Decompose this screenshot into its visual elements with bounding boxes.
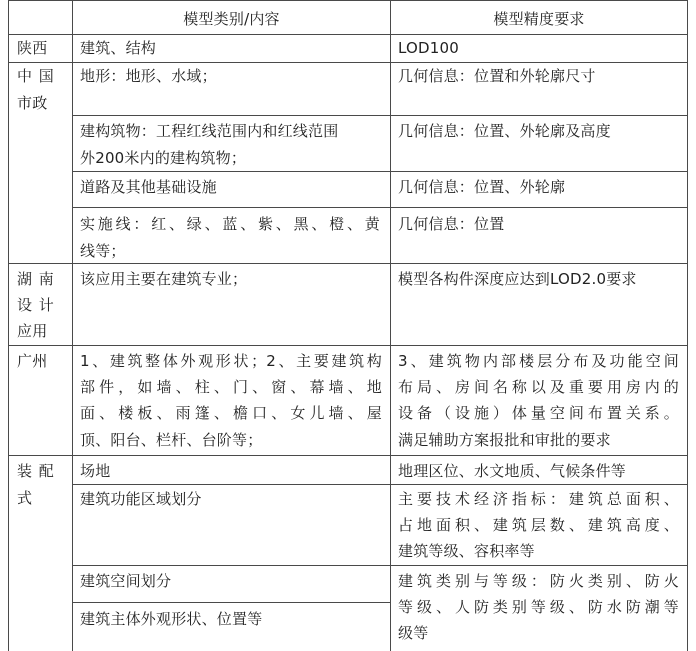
label-line: 中 国 — [17, 67, 55, 85]
content-site: 场地 — [80, 462, 111, 480]
precision-hunan: 模型各构件深度应达到LOD2.0要求 — [398, 270, 637, 288]
rule-municipal-3 — [72, 207, 688, 208]
label-line: 装 配 — [17, 462, 55, 480]
precision-line: 级等 — [398, 624, 429, 642]
precision-structures: 几何信息：位置、外轮廓及高度 — [398, 122, 611, 140]
label-shaanxi: 陕西 — [17, 39, 48, 57]
label-line: 湖 南 — [17, 270, 55, 288]
content-line: 面、楼板、雨篷、檐口、女儿墙、屋 — [80, 404, 382, 422]
rule-label-col — [72, 0, 73, 651]
rule-precision-col — [390, 0, 391, 651]
content-line: 部件，如墙、柱、门、窗、幕墙、地 — [80, 378, 382, 396]
precision-terrain: 几何信息：位置和外轮廓尺寸 — [398, 67, 596, 85]
precision-shaanxi: LOD100 — [398, 39, 460, 57]
precision-line: 建筑类别与等级：防火类别、防火 — [398, 572, 679, 590]
precision-line: 主要技术经济指标：建筑总面积、 — [398, 490, 679, 508]
precision-line: 满足辅助方案报批和审批的要求 — [398, 431, 611, 449]
label-line: 应用 — [17, 322, 48, 340]
rule-guangzhou-end — [8, 455, 688, 456]
label-line: 市政 — [17, 94, 48, 112]
content-lines-line2: 线等； — [80, 242, 126, 260]
precision-line: 设备（设施）体量空间布置关系。 — [398, 404, 679, 422]
content-line: 顶、阳台、栏杆、台阶等； — [80, 431, 263, 449]
rule-municipal-1 — [72, 115, 688, 116]
content-hunan: 该应用主要在建筑专业； — [80, 270, 248, 288]
rule-left — [8, 0, 9, 651]
rule-top — [8, 0, 688, 1]
precision-site: 地理区位、水文地质、气候条件等 — [398, 462, 627, 480]
precision-line: 3、建筑物内部楼层分布及功能空间 — [398, 352, 679, 370]
content-lines-line1: 实施线：红、绿、蓝、紫、黑、橙、黄 — [80, 215, 380, 233]
precision-line: 占地面积、建筑层数、建筑高度、 — [398, 516, 679, 534]
content-functional-zones: 建筑功能区域划分 — [80, 490, 202, 508]
rule-prefab-3 — [72, 602, 390, 603]
precision-lines: 几何信息：位置 — [398, 215, 505, 233]
precision-line: 等级、人防类别等级、防水防潮等 — [398, 598, 679, 616]
content-shaanxi: 建筑、结构 — [80, 39, 157, 57]
precision-line: 布局、房间名称以及重要用房内的 — [398, 378, 679, 396]
header-category: 模型类别/内容 — [183, 10, 280, 28]
rule-right — [687, 0, 688, 651]
header-precision: 模型精度要求 — [493, 10, 585, 28]
content-structures-line2: 外200米内的建构筑物； — [80, 149, 247, 167]
content-roads: 道路及其他基础设施 — [80, 178, 217, 196]
rule-hunan-end — [8, 345, 688, 346]
rule-prefab-2 — [72, 565, 688, 566]
label-line: 设 计 — [17, 296, 55, 314]
content-structures-line1: 建构筑物：工程红线范围内和红线范围 — [80, 122, 339, 140]
label-line: 式 — [17, 489, 33, 507]
content-line: 1、建筑整体外观形状；2、主要建筑构 — [80, 352, 382, 370]
label-guangzhou: 广州 — [17, 352, 48, 370]
content-terrain: 地形：地形、水域； — [80, 67, 217, 85]
content-space-division: 建筑空间划分 — [80, 572, 172, 590]
precision-line: 建筑等级、容积率等 — [398, 542, 535, 560]
content-main-shape: 建筑主体外观形状、位置等 — [80, 610, 263, 628]
precision-roads: 几何信息：位置、外轮廓 — [398, 178, 566, 196]
